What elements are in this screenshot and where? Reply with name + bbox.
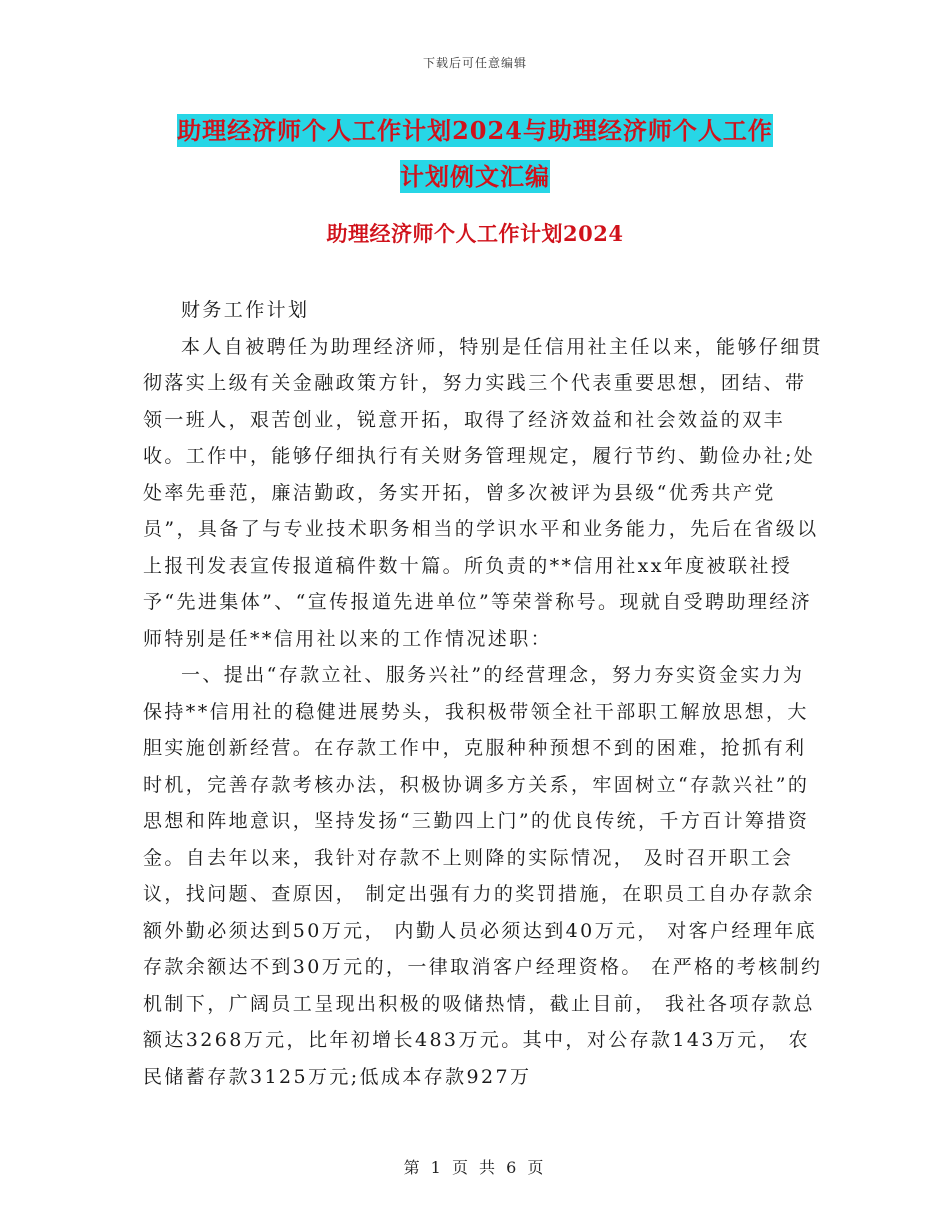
paragraph-heading: 财务工作计划 (181, 299, 310, 321)
paragraph-intro: 本人自被聘任为助理经济师，特别是任信用社主任以来，能够仔细贯彻落实上级有关金融政策方针，努力实践三个代表重要思想，团结、带领一班人，艰苦创业，锐意开拓，取得了经济效益和社会效益的双丰收。工作中，能够仔细执行有关财务管理规定，履行节约、勤俭办社;处处率先垂范，廉洁勤政，务实开拓，曾多次被评为县级“优秀共产党员”，具备了与专业技术职务相当的学识水平和业务能力，先后在省级以上报刊发表宣传报道稿件数十篇。所负责的**信用社xx年度被联社授予“先进集体”、“宣传报道先进单位”等荣誉称号。现就自受聘助理经济师特别是任**信用社以来的工作情况述职： (143, 335, 824, 650)
page-header-note: 下载后可任意编辑 (422, 56, 527, 70)
section-title: 助理经济师个人工作计划2024 (326, 221, 624, 246)
body-text (143, 292, 823, 1095)
page-number-footer: 第 1 页 共 6 页 (403, 1158, 547, 1177)
document-title-line-1: 助理经济师个人工作计划2024与助理经济师个人工作 (177, 116, 773, 145)
document-title-line-2: 计划例文汇编 (400, 162, 550, 191)
document-title (0, 108, 950, 200)
paragraph-deposit: 一、提出“存款立社、服务兴社”的经营理念，努力夯实资金实力为保持**信用社的稳健进展势头，我积极带领全社干部职工解放思想，大胆实施创新经营。在存款工作中，克服种种预想不到的困难，抢抓有利时机，完善存款考核办法，积极协调多方关系，牢固树立“存款兴社”的思想和阵地意识，坚持发扬“三勤四上门”的优良传统，千方百计筹措资金。自去年以来，我针对存款不上则降的实际情况， 及时召开职工会议，找问题、查原因， 制定出强有力的奖罚措施，在职员工自办存款余额外勤必须达到50万元， 内勤人员必须达到40万元， 对客户经理年底存款余额达不到30万元的，一律取消客户经理资格。 在严格的考核制约机制下，广阔员工呈现出积极的吸储热情，截止目前， 我社各项存款总额达3268万元，比年初增长483万元。其中，对公存款143万元， 农民储蓄存款3125万元;低成本存款927万 (143, 664, 823, 1088)
